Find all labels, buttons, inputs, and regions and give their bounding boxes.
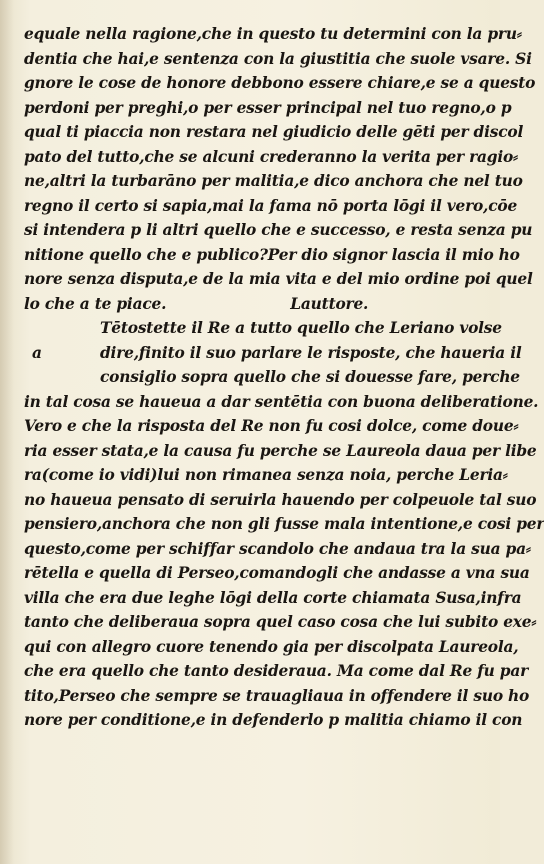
text-line-content: consiglio sopra quello che si douesse fare, perche bbox=[100, 368, 520, 386]
text-line-drop-initial bbox=[24, 341, 522, 366]
text-line-with-heading bbox=[24, 292, 484, 317]
text-line: perdoni per preghi,o per esser principal nel tuo regno,o p bbox=[24, 98, 512, 117]
text-line: regno il certo si sapia,mai la fama nō porta lōgi il vero,cōe bbox=[24, 196, 518, 215]
page-text bbox=[24, 22, 544, 733]
text-line: qui con allegro cuore tenendo gia per discolpata Laureola, bbox=[24, 637, 519, 656]
text-line: no haueua pensato di seruirla hauendo per colpeuole tal suo bbox=[24, 490, 537, 509]
text-line: ria esser stata,e la causa fu perche se Laureola daua per libe bbox=[24, 441, 537, 460]
text-line: nore per conditione,e in defenderlo p malitia chiamo il con bbox=[24, 711, 523, 729]
text-line-indented bbox=[24, 316, 502, 341]
text-line: gnore le cose de honore debbono essere chiare,e se a questo bbox=[24, 74, 536, 92]
drop-initial: a bbox=[32, 343, 42, 362]
text-line: rētella e quella di Perseo,comandogli che andasse a vna sua bbox=[24, 564, 530, 582]
text-line: che era quello che tanto desideraua. Ma come dal Re fu par bbox=[24, 662, 529, 680]
text-line: nore senza disputa,e de la mia vita e del mio ordine poi quel bbox=[24, 270, 533, 288]
text-line: tanto che deliberaua sopra quel caso cosa che lui subito exe⸗ bbox=[24, 613, 537, 631]
text-line: equale nella ragione,che in questo tu determini con la pru⸗ bbox=[24, 25, 522, 43]
text-line: ra(come io vidi)lui non rimanea senza noia, perche Leria⸗ bbox=[24, 466, 508, 484]
text-line: pensiero,anchora che non gli fusse mala intentione,e cosi per bbox=[24, 515, 544, 533]
text-line-content: dire,finito il suo parlare le risposte, che haueria il bbox=[100, 343, 522, 362]
text-line: Vero e che la risposta del Re non fu cosi dolce, come doue⸗ bbox=[24, 417, 519, 435]
text-line: questo,come per schiffar scandolo che andaua tra la sua pa⸗ bbox=[24, 539, 531, 558]
text-line: si intendera p li altri quello che e successo, e resta senza pu bbox=[24, 221, 533, 239]
text-line: in tal cosa se haueua a dar sentētia con buona deliberatione. bbox=[24, 392, 539, 411]
text-line: dentia che hai,e sentenza con la giustitia che suole vsare. Si bbox=[24, 49, 532, 68]
page-gutter-shadow bbox=[0, 0, 14, 864]
text-line-indented bbox=[24, 365, 520, 390]
text-line-content: Tētostette il Re a tutto quello che Leriano volse bbox=[100, 319, 502, 337]
text-line-end: lo che a te piace. bbox=[24, 294, 167, 313]
text-line: villa che era due leghe lōgi della corte chiamata Susa,infra bbox=[24, 588, 522, 607]
text-line: nitione quello che e publico?Per dio signor lascia il mio ho bbox=[24, 245, 520, 264]
text-line: ne,altri la turbarāno per malitia,e dico anchora che nel tuo bbox=[24, 172, 523, 190]
text-line: tito,Perseo che sempre se trauagliaua in offendere il suo ho bbox=[24, 686, 530, 705]
section-heading: Lauttore. bbox=[290, 294, 369, 313]
text-line: qual ti piaccia non restara nel giudicio delle gēti per discol bbox=[24, 123, 524, 141]
text-line: pato del tutto,che se alcuni crederanno la verita per ragio⸗ bbox=[24, 147, 518, 166]
